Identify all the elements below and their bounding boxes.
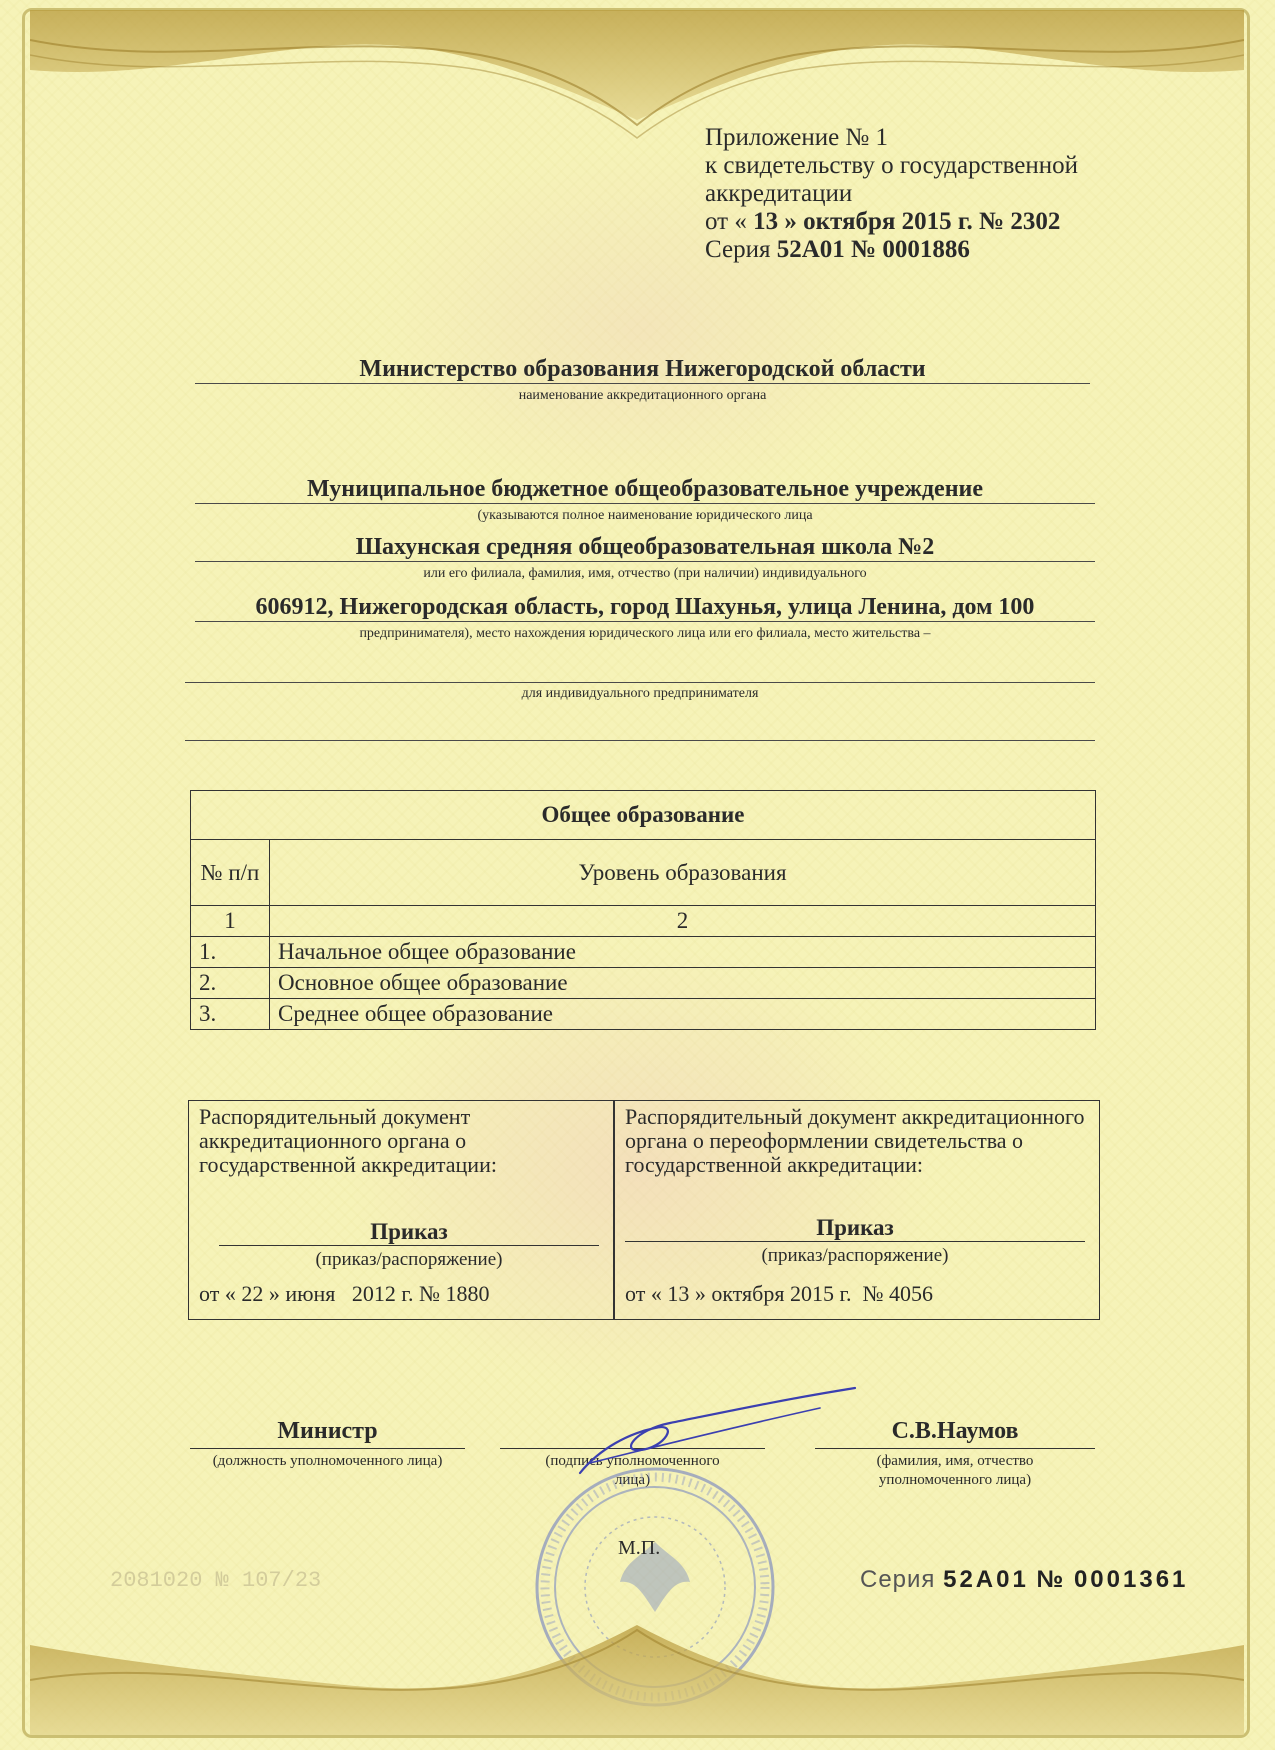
order-left-type: Приказ [219,1219,599,1246]
name-caption: (фамилия, имя, отчество уполномоченного лица) [876,1453,1034,1488]
appendix-subtitle-cont: аккредитации [705,180,853,207]
order-left [199,1101,603,1319]
blank-line-1 [185,652,1095,683]
seal-mark: М.П. [618,1537,661,1559]
row-num: 1. [191,937,270,968]
order-left-heading: Распорядительный документ аккредитационного органа о государственной аккредитации: [199,1104,497,1177]
appendix-number: Приложение № 1 [705,124,889,151]
appendix-date: от « 13 » октября 2015 г. № 2302 [705,208,1061,235]
col-num-index: 1 [191,906,270,937]
table-title: Общее образование [191,791,1096,840]
order-right-date: от « 13 » октября 2015 г. № 4056 [625,1281,934,1306]
position-caption: (должность уполномоченного лица) [212,1453,443,1469]
organization-address: 606912, Нижегородская область, город Шахунья, улица Ленина, дом 100 [195,594,1095,622]
appendix-series: Серия 52А01 № 0001886 [705,236,970,263]
order-right-type-caption: (приказ/распоряжение) [761,1245,949,1266]
organization-type: Муниципальное бюджетное общеобразовательное учреждение [195,476,1095,504]
organization-caption-1: (указываются полное наименование юридического лица [477,508,813,523]
official-name: С.В.Наумов [891,1418,1019,1444]
order-right-type: Приказ [625,1215,1085,1242]
form-series-number: Серия 52А01 № 0001361 [860,1566,1189,1593]
organization-caption-2: или его филиала, фамилия, имя, отчество (при наличии) индивидуального [423,566,867,581]
orders-divider [613,1101,615,1319]
organization-caption-4: для индивидуального предпринимателя [521,686,759,701]
signature-caption: (подпись уполномоченного лица) [545,1453,720,1488]
order-left-type-caption: (приказ/распоряжение) [315,1249,503,1270]
row-level: Среднее общее образование [270,999,1096,1030]
appendix-header [705,124,1078,264]
col-level-index: 2 [270,906,1096,937]
orders-block [188,1100,1100,1320]
table-row [191,968,1096,999]
education-levels-table [190,790,1096,1030]
position-line [190,1448,465,1449]
table-row [191,999,1096,1030]
organization-name: Шахунская средняя общеобразовательная школа №2 [195,534,1095,562]
accreditation-body-caption: наименование аккредитационного органа [518,388,767,403]
faint-number-stamp: 2081020 № 107/23 [110,1568,322,1593]
col-num-header: № п/п [191,840,270,906]
accreditation-body-name: Министерство образования Нижегородской области [195,356,1090,384]
row-num: 2. [191,968,270,999]
row-num: 3. [191,999,270,1030]
bottom-ornament [30,1585,1244,1735]
organization-caption-3: предпринимателя), место нахождения юридического лица или его филиала, место жительства – [359,626,931,641]
blank-line-2 [185,710,1095,741]
col-level-header: Уровень образования [270,840,1096,906]
row-level: Начальное общее образование [270,937,1096,968]
official-position: Министр [277,1418,378,1444]
table-row [191,937,1096,968]
order-left-date: от « 22 » июня 2012 г. № 1880 [199,1281,490,1306]
order-right-heading: Распорядительный документ аккредитационного органа о переоформлении свидетельства о государственной аккредитации: [625,1104,1085,1177]
appendix-subtitle: к свидетельству о государственной [705,152,1079,179]
row-level: Основное общее образование [270,968,1096,999]
order-right [625,1101,1095,1319]
